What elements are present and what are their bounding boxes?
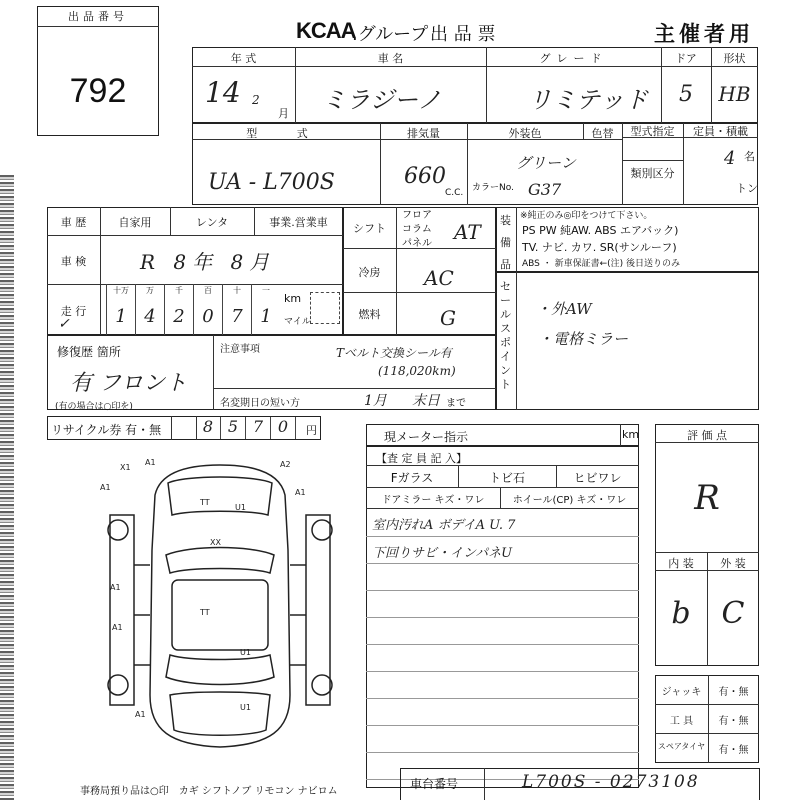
- form-title: 出 品 票: [430, 24, 496, 45]
- mileage-digit: 1: [115, 306, 127, 327]
- inspection-label: 車 検: [60, 255, 87, 268]
- history-private[interactable]: 自家用: [118, 216, 152, 229]
- tool-label: 工 具: [669, 716, 694, 727]
- notes-label: 注意事項: [220, 344, 260, 355]
- comment-rule: [366, 563, 639, 564]
- mileage-unit-label: 千: [175, 286, 183, 295]
- mileage-unit-label: 万: [146, 286, 154, 295]
- grade-label: グレード: [539, 52, 608, 65]
- equipment-label: 装備品: [500, 214, 511, 271]
- class-label: 類別区分: [630, 167, 675, 180]
- type-value: UA - L700S: [208, 170, 335, 195]
- inspector-comment-1: 室内汚れA ボデイA U. 7: [372, 518, 516, 533]
- year-month: 2: [252, 93, 260, 107]
- comment-rule: [366, 725, 639, 726]
- recycle-digit: 7: [246, 417, 271, 439]
- rename-suffix: まで: [446, 398, 466, 409]
- footer-note: 事務局預り品は○印 カギ シフトノブ リモコン ナビロム: [80, 786, 338, 797]
- damage-mark: U1: [240, 703, 251, 712]
- org-logo: KCAA: [296, 18, 356, 43]
- displacement-value: 660: [404, 164, 446, 189]
- comment-rule: [366, 590, 639, 591]
- recycle-unit: 円: [306, 424, 317, 437]
- chassis-value: L700S - 0273108: [522, 772, 700, 792]
- check-chip[interactable]: トビ石: [488, 471, 525, 485]
- grade-value: リミテッド: [528, 86, 648, 114]
- spec-label: 型式指定: [630, 125, 675, 138]
- damage-mark: XX: [210, 538, 221, 547]
- damage-mark: A2: [280, 460, 291, 469]
- model-label: 車 名: [377, 52, 404, 65]
- check-wheel[interactable]: ホイール(CP) キズ・ワレ: [512, 495, 627, 506]
- shift-column[interactable]: コラム: [402, 224, 432, 235]
- damage-mark: A1: [145, 458, 156, 467]
- color-number-label: カラーNo.: [472, 183, 514, 193]
- sales-point-line2: ・電格ミラー: [538, 330, 629, 348]
- listing-number-value: 792: [69, 72, 127, 110]
- damage-mark: U1: [235, 503, 246, 512]
- mileage-cell: [193, 284, 222, 335]
- inspection-value: R 8年 8月: [140, 250, 276, 274]
- interior-value: b: [671, 596, 691, 631]
- ac-label: 冷房: [358, 266, 381, 279]
- mile-label: マイル: [284, 317, 311, 327]
- equipment-line1[interactable]: PS PW 純AW. ABS エアバック): [522, 224, 679, 237]
- mileage-cell: [106, 284, 135, 335]
- fuel-value: G: [440, 306, 456, 330]
- mileage-cell: [222, 284, 251, 335]
- inspector-title: 【査 定 員 記 入】: [376, 452, 467, 465]
- type-label: 型 式: [246, 127, 326, 140]
- scan-edge-artifact: [0, 175, 14, 800]
- displacement-label: 排気量: [407, 127, 440, 140]
- model-value: ミラジーノ: [322, 86, 442, 114]
- check-crack[interactable]: ヒビワレ: [573, 471, 622, 485]
- chassis-label: 車台番号: [410, 777, 459, 791]
- mileage-digit: 2: [173, 306, 185, 327]
- comment-rule: [366, 698, 639, 699]
- jack-value[interactable]: 有・無: [718, 687, 749, 698]
- mileage-unit-label: 百: [204, 286, 212, 295]
- damage-mark: A1: [112, 623, 123, 632]
- damage-mark: A1: [295, 488, 306, 497]
- recycle-digit: 5: [221, 417, 246, 439]
- mileage-digit: 0: [202, 306, 214, 327]
- color-label: 外装色: [508, 127, 542, 140]
- copy-label: 主催者用: [654, 22, 754, 46]
- sales-point-line1: ・外AW: [536, 300, 592, 318]
- comment-rule: [366, 752, 639, 753]
- rear-right-wheel: [312, 675, 332, 695]
- spare-value[interactable]: 有・無: [718, 745, 749, 756]
- repair-value: 有 フロント: [70, 371, 187, 396]
- color-number-value: G37: [528, 180, 562, 199]
- load-unit: トン: [736, 182, 758, 195]
- damage-mark: TT: [200, 608, 210, 617]
- mileage-cell: [251, 284, 280, 335]
- score-label: 評 価 点: [687, 429, 727, 442]
- doors-label: ドア: [675, 52, 697, 65]
- mileage-unit-label: 十: [233, 286, 241, 295]
- displacement-unit: C.C.: [445, 188, 464, 198]
- rear-left-wheel: [108, 675, 128, 695]
- hood-panel: [168, 477, 272, 515]
- history-business[interactable]: 事業.営業車: [269, 216, 328, 229]
- mileage-cell: [164, 284, 193, 335]
- repair-note: (有の場合は○印を): [55, 402, 133, 412]
- comment-rule: [366, 671, 639, 672]
- ac-value: AC: [424, 266, 454, 290]
- shift-label: シフト: [353, 222, 386, 235]
- equipment-note: ※純正のみ◎印をつけて下さい。: [520, 211, 653, 221]
- month-unit: 月: [278, 107, 289, 120]
- trunk-panel: [170, 692, 270, 735]
- year-label: 年 式: [230, 52, 257, 65]
- damage-mark: X1: [120, 463, 131, 472]
- score-value: R: [694, 478, 720, 518]
- color-change-label: 色替: [591, 127, 614, 140]
- mileage-unit-label: 十万: [113, 286, 129, 295]
- notes-line1: Tベルト交換シール有: [336, 346, 452, 360]
- shift-floor[interactable]: フロア: [402, 210, 432, 221]
- rename-label: 名変期日の短い方: [220, 398, 300, 409]
- mileage-cell: [135, 284, 164, 335]
- fuel-label: 燃料: [358, 308, 381, 321]
- history-label: 車 歴: [60, 216, 87, 229]
- mile-checkbox[interactable]: [310, 292, 340, 324]
- mileage-check: ✓: [58, 316, 70, 332]
- exterior-value: C: [721, 596, 745, 631]
- equipment-line2[interactable]: TV. ナビ. カワ. SR(サンルーフ): [522, 241, 677, 254]
- front-right-wheel: [312, 520, 332, 540]
- rename-day: 末日: [412, 393, 440, 409]
- check-door-mirror[interactable]: ドアミラー キズ・ワレ: [381, 495, 485, 506]
- tool-value[interactable]: 有・無: [718, 716, 749, 727]
- comment-rule: [366, 536, 639, 537]
- roof-panel: [172, 580, 268, 650]
- shape-value: HB: [718, 82, 751, 106]
- mileage-unit-label: 一: [262, 286, 270, 295]
- km-label: km: [284, 292, 302, 305]
- doors-value: 5: [679, 82, 693, 107]
- mileage-label: 走 行: [60, 305, 87, 318]
- comment-rule: [366, 644, 639, 645]
- mileage-digit: 1: [260, 306, 272, 327]
- shape-label: 形状: [723, 52, 746, 65]
- exterior-label: 外 装: [720, 557, 746, 570]
- capacity-label: 定員・積載: [693, 125, 748, 138]
- damage-mark: TT: [200, 498, 210, 507]
- meter-label: 現メーター指示: [384, 430, 469, 444]
- recycle-digit: 0: [271, 417, 296, 439]
- listing-number-label: 出品番号: [68, 10, 128, 23]
- rear-window: [166, 655, 274, 685]
- jack-label: ジャッキ: [661, 687, 702, 698]
- check-fglass[interactable]: Fガラス: [390, 471, 434, 485]
- capacity-unit: 名: [744, 150, 755, 163]
- damage-mark: U1: [240, 648, 251, 657]
- damage-mark: A1: [110, 583, 121, 592]
- interior-label: 内 装: [668, 557, 694, 570]
- comment-rule: [366, 617, 639, 618]
- mileage-digit: 4: [144, 306, 156, 327]
- meter-unit: km: [622, 428, 640, 441]
- front-left-wheel: [108, 520, 128, 540]
- damage-mark: A1: [100, 483, 111, 492]
- notes-line2: (118,020km): [378, 364, 456, 378]
- color-value: グリーン: [516, 154, 576, 172]
- mileage-digit: 7: [231, 306, 243, 327]
- sales-point-label: セールスポイント: [500, 280, 511, 391]
- damage-mark: A1: [135, 710, 146, 719]
- year-value: 14: [205, 76, 241, 109]
- inspector-comment-2: 下回りサビ・インパネU: [372, 546, 513, 561]
- car-body-diagram: [90, 455, 350, 775]
- equipment-line3[interactable]: ABS ・ 新車保証書←(注) 後日送りのみ: [522, 259, 681, 269]
- spare-label: スペアタイヤ: [657, 742, 706, 751]
- recycle-label: リサイクル券 有・無: [51, 423, 162, 437]
- shift-panel[interactable]: パネル: [402, 238, 432, 249]
- recycle-digit: 8: [196, 417, 221, 439]
- rename-month: 1月: [364, 393, 387, 409]
- shift-value: AT: [454, 220, 481, 244]
- windshield: [166, 548, 274, 574]
- group-text: .グループ: [352, 24, 429, 45]
- damage-marks: [100, 458, 306, 719]
- capacity-value: 4: [724, 148, 736, 169]
- history-rental[interactable]: レンタ: [195, 216, 229, 229]
- repair-label: 修復歴 箇所: [57, 345, 121, 359]
